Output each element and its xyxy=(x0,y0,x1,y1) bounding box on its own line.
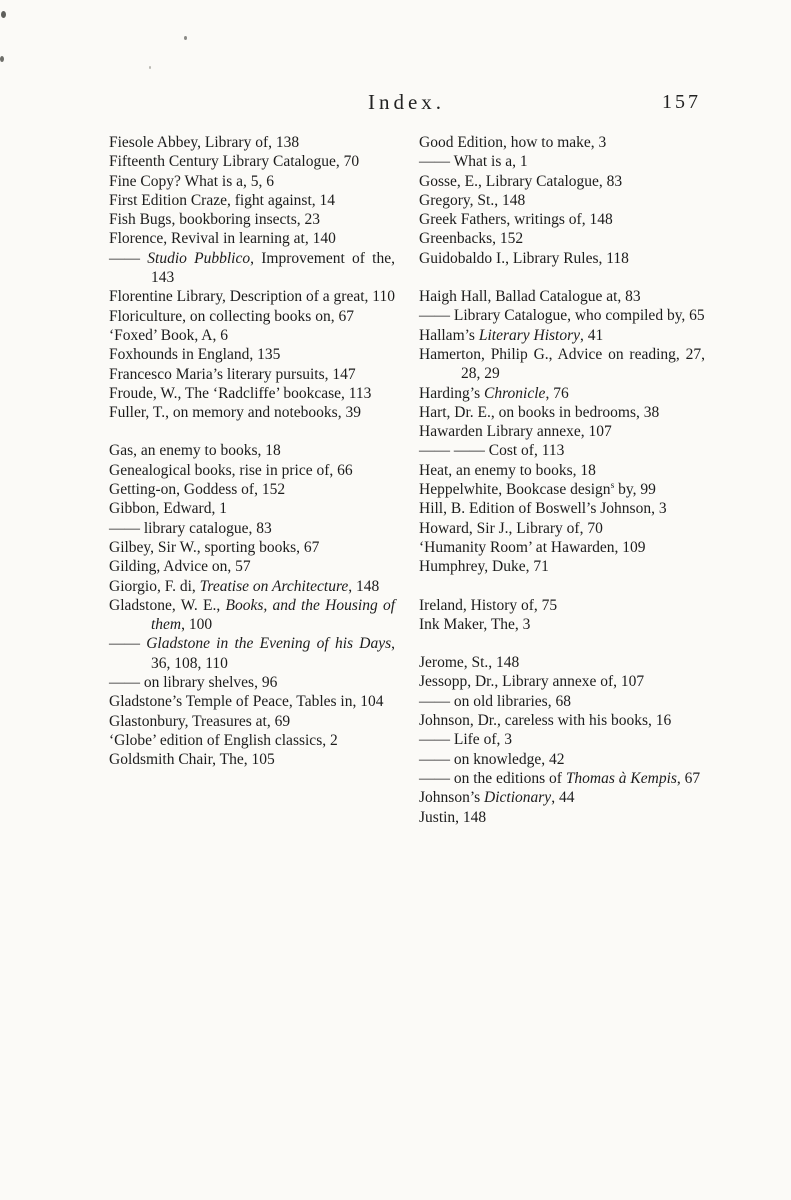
entry-italic-title: Literary History xyxy=(478,326,581,344)
index-entry xyxy=(109,577,395,596)
index-entry xyxy=(109,152,395,171)
index-entry xyxy=(419,596,705,615)
index-entry xyxy=(419,172,705,191)
entry-text: , 76 xyxy=(545,384,569,402)
index-columns xyxy=(109,133,705,846)
index-entry xyxy=(419,499,705,518)
entry-italic-title: Treatise on Architecture xyxy=(199,577,349,595)
entry-text: Florentine Library, Description of a great, 110 xyxy=(109,288,395,306)
entry-text: Johnson, Dr., careless with his books, 16 xyxy=(419,712,672,730)
index-entry xyxy=(419,384,705,403)
entry-text: Greek Fathers, writings of, 148 xyxy=(419,211,613,229)
entry-text: , 44 xyxy=(551,789,575,807)
entry-text: ‘Foxed’ Book, A, 6 xyxy=(109,326,228,344)
entry-text: —— xyxy=(109,635,147,653)
entry-text: —— —— Cost of, 113 xyxy=(419,442,565,460)
index-entry xyxy=(109,210,395,229)
entry-text: Haigh Hall, Ballad Catalogue at, 83 xyxy=(419,288,641,306)
index-entry xyxy=(109,326,395,345)
scan-speck xyxy=(184,36,187,40)
entry-text: Glastonbury, Treasures at, 69 xyxy=(109,712,291,730)
scan-speck xyxy=(149,66,151,69)
entry-text: —— Life of, 3 xyxy=(419,731,512,749)
index-entry xyxy=(109,750,395,769)
entry-text: Johnson’s xyxy=(419,789,485,807)
entry-text: Goldsmith Chair, The, 105 xyxy=(109,751,275,769)
entry-text: , 36, 108, 110 xyxy=(151,635,395,672)
index-group xyxy=(419,653,705,827)
index-entry xyxy=(419,557,705,576)
index-group xyxy=(419,133,705,268)
index-entry xyxy=(419,306,705,325)
index-entry xyxy=(109,596,395,635)
entry-text: Hill, B. Edition of Boswell’s Johnson, 3 xyxy=(419,500,667,518)
entry-text: , 41 xyxy=(580,326,604,344)
index-entry xyxy=(109,287,395,306)
index-entry xyxy=(419,210,705,229)
entry-text: Genealogical books, rise in price of, 66 xyxy=(109,461,353,479)
entry-text: Heppelwhite, Bookcase design xyxy=(419,481,611,499)
entry-text: Gilbey, Sir W., sporting books, 67 xyxy=(109,538,320,556)
entry-text: Francesco Maria’s literary pursuits, 147 xyxy=(109,365,356,383)
entry-text: Ireland, History of, 75 xyxy=(419,596,558,614)
entry-text: Giorgio, F. di, xyxy=(109,577,200,595)
index-entry xyxy=(109,191,395,210)
entry-text: Fish Bugs, bookboring insects, 23 xyxy=(109,211,320,229)
entry-text: , Improvement of the, 143 xyxy=(151,249,395,287)
index-entry xyxy=(109,673,395,692)
index-entry xyxy=(419,461,705,480)
entry-superscript: s xyxy=(610,479,615,491)
entry-text: Gas, an enemy to books, 18 xyxy=(109,442,281,460)
index-entry xyxy=(419,750,705,769)
entry-text: Hamerton, Philip G., Advice on reading, 27, 28, 29 xyxy=(419,345,705,383)
entry-text: Fiesole Abbey, Library of, 138 xyxy=(109,134,300,151)
scan-speck xyxy=(0,56,4,62)
index-entry xyxy=(109,441,395,460)
entry-text: —— Library Catalogue, who compiled by, 65 xyxy=(419,307,705,325)
entry-italic-title: Chronicle xyxy=(484,384,546,402)
entry-text: Hallam’s xyxy=(419,326,479,344)
entry-text: Hawarden Library annexe, 107 xyxy=(419,423,612,441)
index-entry xyxy=(109,634,395,673)
entry-text: Jessopp, Dr., Library annexe of, 107 xyxy=(419,673,645,691)
index-entry xyxy=(419,769,705,788)
entry-text: Hart, Dr. E., on books in bedrooms, 38 xyxy=(419,403,660,421)
index-entry xyxy=(419,403,705,422)
index-entry xyxy=(109,461,395,480)
entry-text: Howard, Sir J., Library of, 70 xyxy=(419,519,603,537)
entry-text: —— library catalogue, 83 xyxy=(109,519,272,537)
entry-text: —— xyxy=(109,249,148,267)
entry-text: Getting-on, Goddess of, 152 xyxy=(109,481,286,499)
entry-text: —— What is a, 1 xyxy=(419,153,528,171)
index-column-right xyxy=(419,133,705,846)
index-entry xyxy=(419,345,705,384)
index-entry xyxy=(109,557,395,576)
entry-text: ‘Globe’ edition of English classics, 2 xyxy=(109,731,338,749)
index-entry xyxy=(109,519,395,538)
index-entry xyxy=(419,229,705,248)
index-entry xyxy=(109,692,395,711)
index-entry xyxy=(419,653,705,672)
entry-text: Good Edition, how to make, 3 xyxy=(419,134,607,151)
entry-text: —— on library shelves, 96 xyxy=(109,674,278,692)
index-entry xyxy=(419,422,705,441)
entry-text: Fine Copy? What is a, 5, 6 xyxy=(109,172,275,190)
entry-text: Florence, Revival in learning at, 140 xyxy=(109,230,336,248)
entry-italic-title: Books, and the Housing of them xyxy=(151,596,395,634)
index-entry xyxy=(419,480,705,499)
entry-text: Greenbacks, 152 xyxy=(419,230,524,248)
index-entry xyxy=(109,499,395,518)
entry-text: —— on knowledge, 42 xyxy=(419,750,565,768)
entry-text: Ink Maker, The, 3 xyxy=(419,615,531,633)
index-entry xyxy=(109,384,395,403)
index-entry xyxy=(109,133,395,152)
index-group xyxy=(109,133,395,422)
index-entry xyxy=(419,615,705,634)
page-title: Index. xyxy=(367,90,446,114)
entry-text: Gladstone, W. E., xyxy=(109,596,226,614)
index-entry xyxy=(419,519,705,538)
index-group xyxy=(419,287,705,576)
entry-italic-title: Thomas à Kempis xyxy=(565,769,677,787)
index-entry xyxy=(419,152,705,171)
index-entry xyxy=(109,307,395,326)
index-entry xyxy=(419,808,705,827)
entry-text: Justin, 148 xyxy=(419,808,487,826)
entry-text: Jerome, St., 148 xyxy=(419,654,520,672)
entry-text: Harding’s xyxy=(419,384,485,402)
index-entry xyxy=(419,538,705,557)
entry-text: —— on the editions of xyxy=(419,769,566,787)
scan-speck xyxy=(1,11,6,18)
index-entry xyxy=(419,326,705,345)
index-entry xyxy=(109,731,395,750)
entry-text: Fifteenth Century Library Catalogue, 70 xyxy=(109,153,360,171)
index-entry xyxy=(109,172,395,191)
index-entry xyxy=(419,692,705,711)
entry-text: Gladstone’s Temple of Peace, Tables in, 104 xyxy=(109,693,384,711)
index-entry xyxy=(419,441,705,460)
entry-text: First Edition Craze, fight against, 14 xyxy=(109,191,336,209)
entry-text: Foxhounds in England, 135 xyxy=(109,346,281,364)
entry-text: , 67 xyxy=(676,769,701,787)
index-entry xyxy=(419,133,705,152)
index-entry xyxy=(109,249,395,288)
index-entry xyxy=(419,788,705,807)
index-entry xyxy=(419,191,705,210)
entry-text: Humphrey, Duke, 71 xyxy=(419,558,549,576)
entry-text: Guidobaldo I., Library Rules, 118 xyxy=(419,249,629,267)
index-entry xyxy=(419,249,705,268)
entry-text: Froude, W., The ‘Radcliffe’ bookcase, 113 xyxy=(109,384,372,402)
entry-text: Fuller, T., on memory and notebooks, 39 xyxy=(109,404,361,422)
index-entry xyxy=(109,345,395,364)
entry-text: —— on old libraries, 68 xyxy=(419,692,571,710)
index-group xyxy=(419,596,705,635)
page-number: 157 xyxy=(662,91,701,113)
index-entry xyxy=(109,229,395,248)
index-entry xyxy=(109,365,395,384)
entry-text: by, 99 xyxy=(614,481,656,499)
index-entry xyxy=(109,538,395,557)
index-entry xyxy=(419,730,705,749)
entry-text: Gosse, E., Library Catalogue, 83 xyxy=(419,172,623,190)
entry-italic-title: Studio Pubblico xyxy=(147,249,251,267)
entry-italic-title: Gladstone in the Evening of his Days xyxy=(146,635,392,653)
page-header xyxy=(110,90,703,116)
entry-text: Gregory, St., 148 xyxy=(419,191,526,209)
entry-text: Heat, an enemy to books, 18 xyxy=(419,461,596,479)
index-column-left xyxy=(109,133,395,846)
entry-text: Gilding, Advice on, 57 xyxy=(109,558,251,576)
index-entry xyxy=(419,672,705,691)
index-group xyxy=(109,441,395,769)
entry-italic-title: Dictionary xyxy=(484,789,552,807)
index-entry xyxy=(109,712,395,731)
entry-text: Floriculture, on collecting books on, 67 xyxy=(109,307,354,325)
entry-text: ‘Humanity Room’ at Hawarden, 109 xyxy=(419,538,646,556)
index-entry xyxy=(109,480,395,499)
index-entry xyxy=(419,711,705,730)
index-entry xyxy=(109,403,395,422)
entry-text: Gibbon, Edward, 1 xyxy=(109,500,227,518)
entry-text: , 100 xyxy=(181,616,213,634)
index-entry xyxy=(419,287,705,306)
entry-text: , 148 xyxy=(348,577,380,595)
